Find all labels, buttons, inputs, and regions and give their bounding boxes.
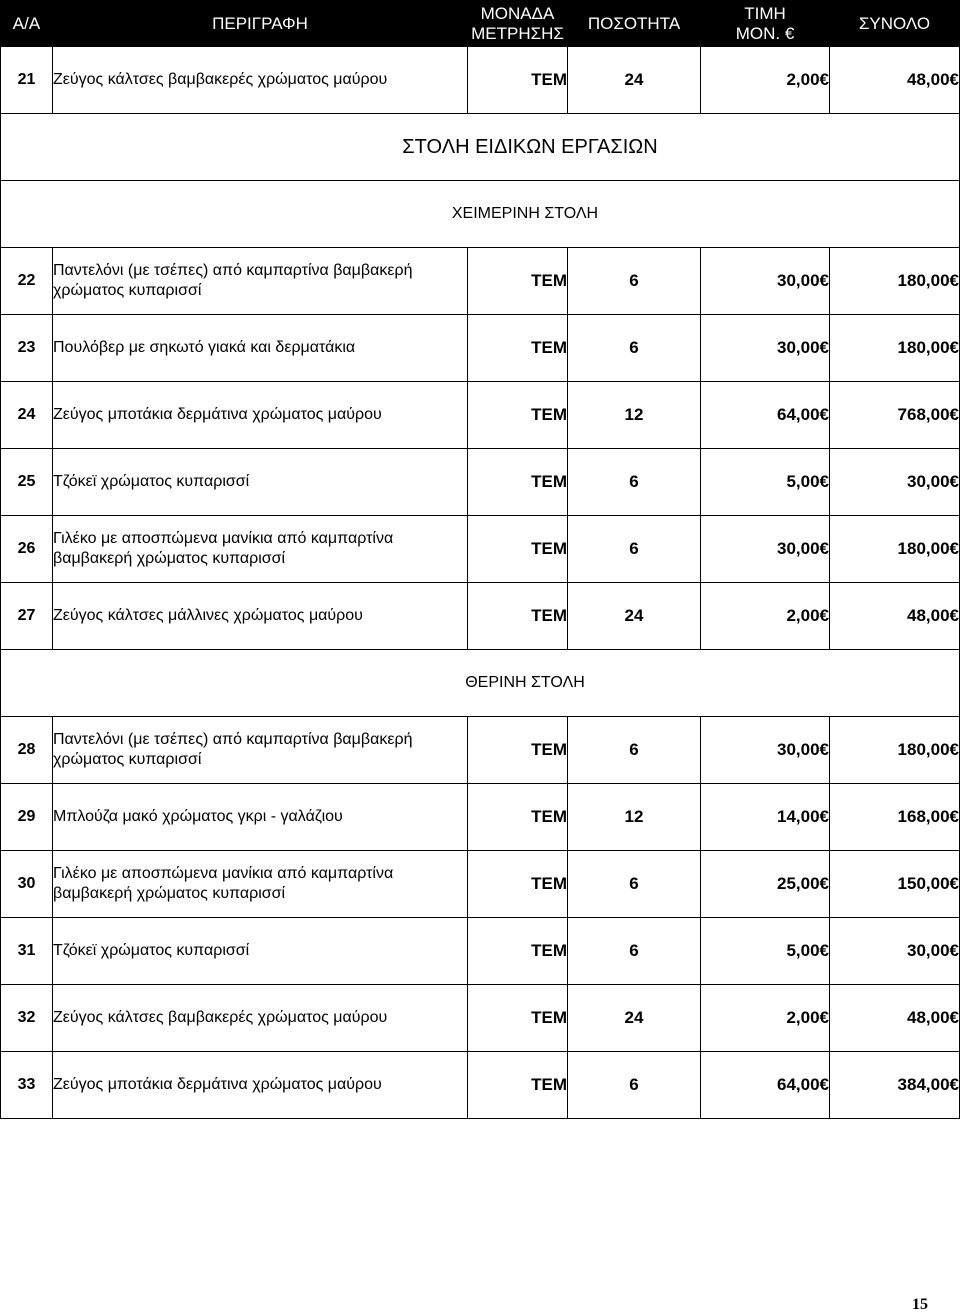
row-quantity: 24 xyxy=(568,583,701,650)
table-row xyxy=(1,851,960,918)
header-unit-line1: ΜΟΝΑΔΑ xyxy=(480,3,555,23)
row-total: 48,00€ xyxy=(830,583,960,650)
row-unit: ΤΕΜ xyxy=(468,918,568,985)
row-number: 32 xyxy=(1,985,53,1052)
table-header-row xyxy=(1,1,960,47)
row-quantity: 12 xyxy=(568,784,701,851)
row-quantity: 6 xyxy=(568,449,701,516)
section-summer-uniform: ΘΕΡΙΝΗ ΣΤΟΛΗ xyxy=(1,650,960,717)
row-price: 30,00€ xyxy=(701,717,830,784)
row-unit: ΤΕΜ xyxy=(468,382,568,449)
row-description: Ζεύγος κάλτσες βαμβακερές χρώματος μαύρου xyxy=(53,47,468,114)
row-description: Παντελόνι (με τσέπες) από καμπαρτίνα βαμβακερή χρώματος κυπαρισσί xyxy=(53,248,468,315)
row-price: 14,00€ xyxy=(701,784,830,851)
header-price-line2: ΜΟΝ. € xyxy=(735,23,795,43)
row-description: Τζόκεϊ χρώματος κυπαρισσί xyxy=(53,918,468,985)
section-row xyxy=(1,181,960,248)
row-price: 5,00€ xyxy=(701,918,830,985)
table-row xyxy=(1,382,960,449)
row-number: 24 xyxy=(1,382,53,449)
row-unit: ΤΕΜ xyxy=(468,47,568,114)
row-number: 28 xyxy=(1,717,53,784)
row-description: Ζεύγος κάλτσες μάλλινες χρώματος μαύρου xyxy=(53,583,468,650)
row-price: 30,00€ xyxy=(701,315,830,382)
row-quantity: 6 xyxy=(568,851,701,918)
row-number: 27 xyxy=(1,583,53,650)
row-number: 29 xyxy=(1,784,53,851)
header-quantity: ΠΟΣΟΤΗΤΑ xyxy=(568,1,701,47)
header-unit xyxy=(468,1,568,47)
table-row xyxy=(1,315,960,382)
table-row xyxy=(1,1052,960,1119)
row-unit: ΤΕΜ xyxy=(468,516,568,583)
row-total: 150,00€ xyxy=(830,851,960,918)
section-special-uniform: ΣΤΟΛΗ ΕΙΔΙΚΩΝ ΕΡΓΑΣΙΩΝ xyxy=(1,114,960,181)
header-price-line1: ΤΙΜΗ xyxy=(744,3,786,23)
row-price: 2,00€ xyxy=(701,985,830,1052)
row-number: 33 xyxy=(1,1052,53,1119)
row-total: 48,00€ xyxy=(830,985,960,1052)
row-number: 21 xyxy=(1,47,53,114)
row-total: 384,00€ xyxy=(830,1052,960,1119)
row-description: Μπλούζα μακό χρώματος γκρι - γαλάζιου xyxy=(53,784,468,851)
row-price: 64,00€ xyxy=(701,1052,830,1119)
row-total: 180,00€ xyxy=(830,315,960,382)
row-number: 22 xyxy=(1,248,53,315)
table-row xyxy=(1,583,960,650)
header-unit-line2: ΜΕΤΡΗΣΗΣ xyxy=(471,23,564,43)
row-unit: ΤΕΜ xyxy=(468,583,568,650)
row-quantity: 6 xyxy=(568,315,701,382)
row-total: 168,00€ xyxy=(830,784,960,851)
table-row xyxy=(1,784,960,851)
row-description: Τζόκεϊ χρώματος κυπαρισσί xyxy=(53,449,468,516)
section-row xyxy=(1,650,960,717)
row-unit: ΤΕΜ xyxy=(468,985,568,1052)
row-total: 180,00€ xyxy=(830,248,960,315)
table-row xyxy=(1,449,960,516)
section-winter-uniform: ΧΕΙΜΕΡΙΝΗ ΣΤΟΛΗ xyxy=(1,181,960,248)
page-number: 15 xyxy=(912,1296,928,1313)
row-number: 23 xyxy=(1,315,53,382)
row-unit: ΤΕΜ xyxy=(468,851,568,918)
row-number: 25 xyxy=(1,449,53,516)
row-price: 30,00€ xyxy=(701,516,830,583)
row-total: 48,00€ xyxy=(830,47,960,114)
row-description: Πουλόβερ με σηκωτό γιακά και δερματάκια xyxy=(53,315,468,382)
row-unit: ΤΕΜ xyxy=(468,248,568,315)
header-aa: Α/Α xyxy=(1,1,53,47)
header-description: ΠΕΡΙΓΡΑΦΗ xyxy=(53,1,468,47)
row-price: 25,00€ xyxy=(701,851,830,918)
row-quantity: 6 xyxy=(568,918,701,985)
row-description: Παντελόνι (με τσέπες) από καμπαρτίνα βαμβακερή χρώματος κυπαρισσί xyxy=(53,717,468,784)
row-quantity: 6 xyxy=(568,1052,701,1119)
row-quantity: 12 xyxy=(568,382,701,449)
row-total: 30,00€ xyxy=(830,918,960,985)
row-unit: ΤΕΜ xyxy=(468,1052,568,1119)
row-total: 30,00€ xyxy=(830,449,960,516)
row-quantity: 24 xyxy=(568,985,701,1052)
row-description: Ζεύγος μποτάκια δερμάτινα χρώματος μαύρου xyxy=(53,1052,468,1119)
row-number: 30 xyxy=(1,851,53,918)
row-total: 180,00€ xyxy=(830,717,960,784)
row-price: 2,00€ xyxy=(701,583,830,650)
row-quantity: 6 xyxy=(568,248,701,315)
row-number: 26 xyxy=(1,516,53,583)
row-price: 30,00€ xyxy=(701,248,830,315)
row-number: 31 xyxy=(1,918,53,985)
row-quantity: 6 xyxy=(568,717,701,784)
row-price: 5,00€ xyxy=(701,449,830,516)
row-total: 768,00€ xyxy=(830,382,960,449)
row-quantity: 24 xyxy=(568,47,701,114)
row-description: Ζεύγος κάλτσες βαμβακερές χρώματος μαύρου xyxy=(53,985,468,1052)
table-row xyxy=(1,516,960,583)
header-total: ΣΥΝΟΛΟ xyxy=(830,1,960,47)
table-row xyxy=(1,918,960,985)
header-price xyxy=(701,1,830,47)
row-unit: ΤΕΜ xyxy=(468,784,568,851)
row-description: Ζεύγος μποτάκια δερμάτινα χρώματος μαύρου xyxy=(53,382,468,449)
table-row xyxy=(1,717,960,784)
row-unit: ΤΕΜ xyxy=(468,315,568,382)
table-row xyxy=(1,248,960,315)
row-unit: ΤΕΜ xyxy=(468,717,568,784)
table-row xyxy=(1,985,960,1052)
row-quantity: 6 xyxy=(568,516,701,583)
table-row xyxy=(1,47,960,114)
row-description: Γιλέκο με αποσπώμενα μανίκια από καμπαρτίνα βαμβακερή χρώματος κυπαρισσί xyxy=(53,851,468,918)
row-description: Γιλέκο με αποσπώμενα μανίκια από καμπαρτίνα βαμβακερή χρώματος κυπαρισσί xyxy=(53,516,468,583)
row-price: 64,00€ xyxy=(701,382,830,449)
row-total: 180,00€ xyxy=(830,516,960,583)
row-price: 2,00€ xyxy=(701,47,830,114)
section-row xyxy=(1,114,960,181)
row-unit: ΤΕΜ xyxy=(468,449,568,516)
